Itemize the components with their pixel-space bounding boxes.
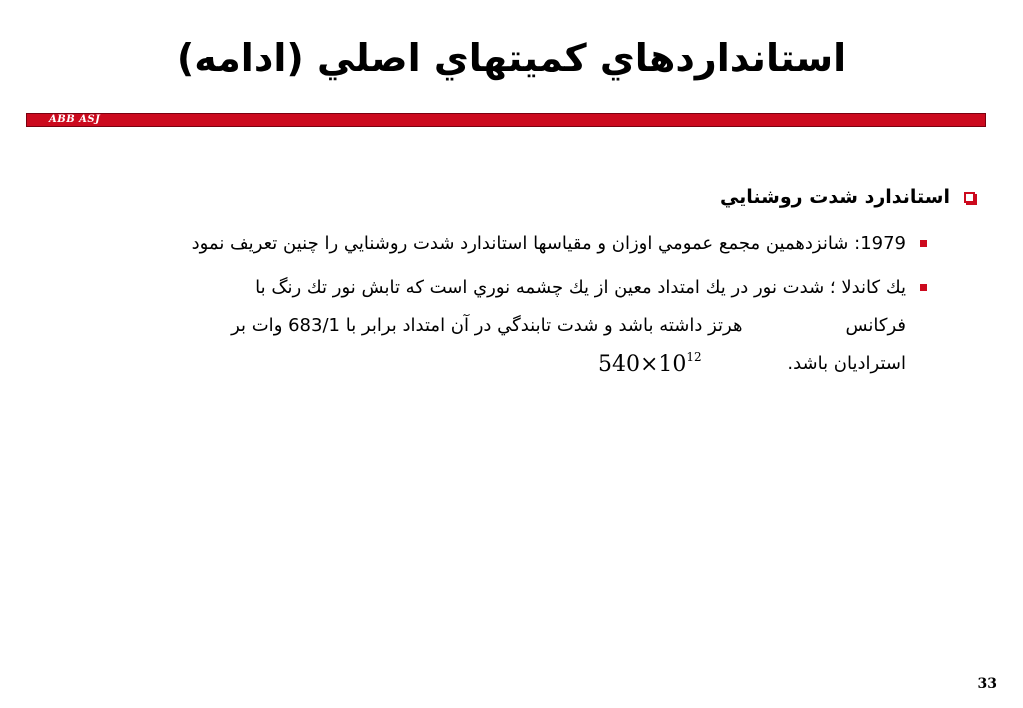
bar-logo: ABB ASJ [49, 114, 101, 125]
heading-text: استاندارد شدت روشنايي [719, 186, 950, 208]
bullet-item-1 [67, 225, 927, 263]
checkbox-bullet-icon [964, 192, 975, 203]
formula-base: 540×10 [598, 352, 687, 377]
bullet-2-line-1: يك كاندلا ؛ شدت نور در يك امتداد معين از يك چشمه نوري است كه تابش نور تك رنگ با [255, 277, 906, 298]
heading-item [75, 180, 975, 214]
page-number: 33 [977, 676, 997, 692]
slide-title: استانداردهاي كميتهاي اصلي (ادامه) [176, 36, 847, 80]
formula-exponent: 12 [686, 350, 702, 364]
square-bullet-icon [920, 240, 927, 247]
square-bullet-icon [920, 284, 927, 291]
frequency-formula [598, 350, 702, 377]
bullet-1-text: 1979: شانزدهمين مجمع عمومي اوزان و مقياسها استاندارد شدت روشنايي را چنين تعريف نمود [191, 233, 906, 254]
bullet-2-line-2: فركانس هرتز داشته باشد و شدت تابندگي در آن امتداد برابر با 683/1 وات بر [231, 315, 906, 336]
bullet-item-2 [147, 269, 927, 383]
title-divider-bar [26, 113, 986, 127]
bullet-2-line-3: استراديان باشد. [787, 353, 906, 374]
